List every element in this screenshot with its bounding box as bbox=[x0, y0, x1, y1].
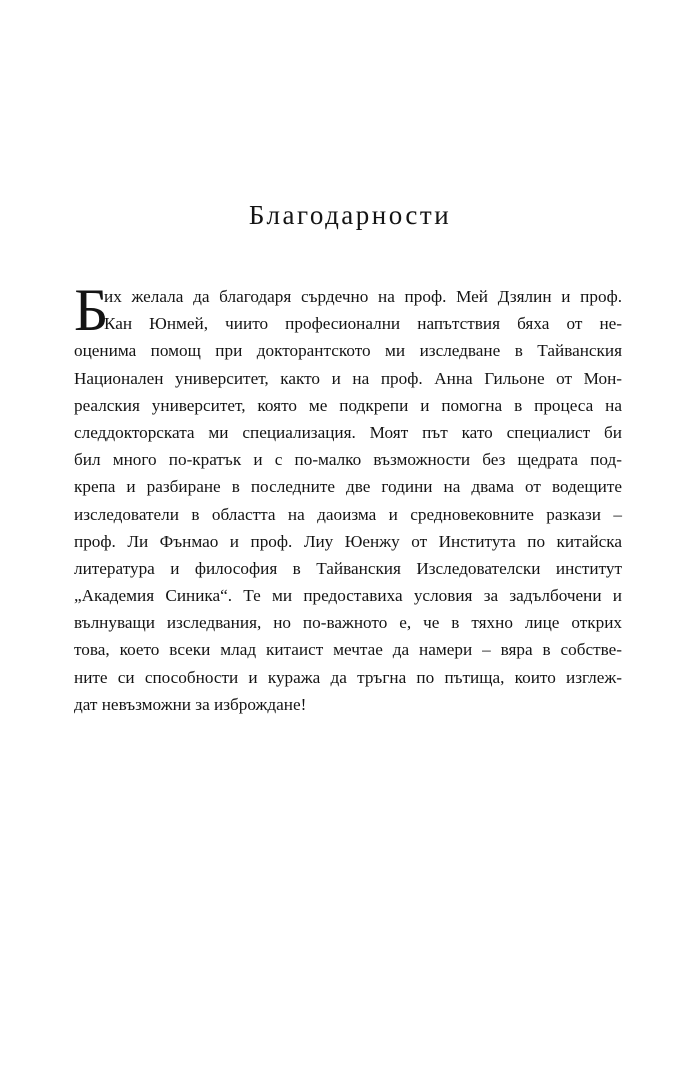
acknowledgements-paragraph bbox=[74, 277, 622, 718]
text-line: дат невъзможни за изброждане! bbox=[74, 694, 307, 714]
text-line: изследователи в областта на даоизма и средновековните разкази – bbox=[74, 504, 622, 524]
text-line: реалския университет, която ме подкрепи и помогна в процеса на bbox=[74, 395, 622, 415]
text-line: крепа и разбиране в последните две години на двама от водещите bbox=[74, 477, 622, 497]
text-line: следдокторската ми специализация. Моят път като специалист би bbox=[74, 422, 622, 442]
text-line: вълнуващи изследвания, но по-важното е, че в тяхно лице открих bbox=[74, 613, 622, 633]
text-line: бил много по-кратък и с по-малко възможности без щедрата под- bbox=[74, 450, 622, 470]
page-title: Благодарности bbox=[248, 200, 452, 230]
text-line: „Академия Синика“. Те ми предоставиха условия за задълбочени и bbox=[74, 586, 622, 606]
text-line: оценима помощ при докторантското ми изследване в Тайванския bbox=[74, 341, 622, 361]
text-line: ните си способности и куража да тръгна по пътища, които изглеж- bbox=[74, 667, 622, 687]
text-line: това, което всеки млад китаист мечтае да намери – вяра в собстве- bbox=[74, 640, 622, 660]
text-line: Национален университет, както и на проф. Анна Гильоне от Мон- bbox=[74, 368, 622, 388]
text-line: проф. Ли Фънмао и проф. Лиу Юенжу от Института по китайска bbox=[74, 531, 622, 551]
text-line: литература и философия в Тайванския Изследователски институт bbox=[74, 558, 622, 578]
drop-cap: Б bbox=[74, 277, 109, 343]
text-line: их желала да благодаря сърдечно на проф. Мей Дзялин и проф. bbox=[104, 287, 622, 306]
text-line: Кан Юнмей, чиито професионални напътствия бяха от не- bbox=[104, 314, 622, 334]
